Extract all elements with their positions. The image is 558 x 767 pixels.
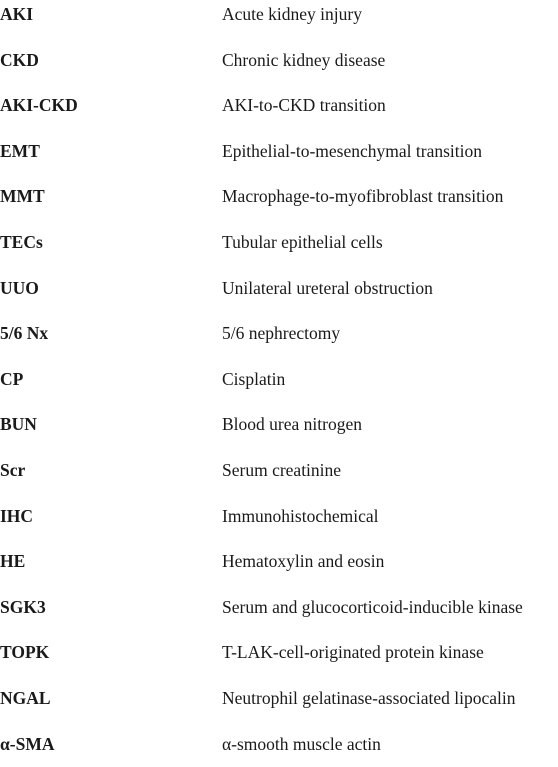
abbreviation-term: EMT (0, 143, 222, 161)
table-row (0, 448, 558, 494)
abbreviation-term: SGK3 (0, 599, 222, 617)
table-row (0, 676, 558, 722)
abbreviation-term: CP (0, 371, 222, 389)
abbreviation-definition: Serum and glucocorticoid-inducible kinase (222, 599, 558, 617)
table-row (0, 630, 558, 676)
abbreviation-definition: Hematoxylin and eosin (222, 553, 558, 571)
abbreviation-definition: Blood urea nitrogen (222, 416, 558, 434)
abbreviation-definition: AKI-to-CKD transition (222, 97, 558, 115)
abbreviation-term: CKD (0, 52, 222, 70)
abbreviation-term: IHC (0, 508, 222, 526)
abbreviation-definition: Tubular epithelial cells (222, 234, 558, 252)
abbreviation-definition: Chronic kidney disease (222, 52, 558, 70)
abbreviation-definition: 5/6 nephrectomy (222, 325, 558, 343)
abbreviation-term: NGAL (0, 690, 222, 708)
abbreviation-term: UUO (0, 280, 222, 298)
abbreviation-definition: T-LAK-cell-originated protein kinase (222, 644, 558, 662)
abbreviation-definition: Cisplatin (222, 371, 558, 389)
table-row (0, 266, 558, 312)
abbreviation-definition: Immunohistochemical (222, 508, 558, 526)
table-row (0, 539, 558, 585)
table-row (0, 722, 558, 767)
table-row (0, 311, 558, 357)
abbreviation-term: MMT (0, 188, 222, 206)
abbreviation-term: BUN (0, 416, 222, 434)
abbreviation-definition: Unilateral ureteral obstruction (222, 280, 558, 298)
abbreviation-definition: Epithelial-to-mesenchymal transition (222, 143, 558, 161)
table-row (0, 38, 558, 84)
table-row (0, 402, 558, 448)
table-row (0, 220, 558, 266)
abbreviation-term: TOPK (0, 644, 222, 662)
table-row (0, 83, 558, 129)
table-row (0, 494, 558, 540)
table-row (0, 585, 558, 631)
abbreviation-definition: α-smooth muscle actin (222, 736, 558, 754)
abbreviation-term: AKI-CKD (0, 97, 222, 115)
abbreviation-term: Scr (0, 462, 222, 480)
abbreviation-definition: Macrophage-to-myofibroblast transition (222, 188, 558, 206)
table-row (0, 174, 558, 220)
abbreviation-definition: Serum creatinine (222, 462, 558, 480)
abbreviation-definition: Acute kidney injury (222, 6, 558, 24)
abbreviation-term: HE (0, 553, 222, 571)
table-row (0, 0, 558, 38)
abbreviation-term: α-SMA (0, 736, 222, 754)
table-row (0, 129, 558, 175)
abbreviation-term: TECs (0, 234, 222, 252)
abbreviation-term: AKI (0, 6, 222, 24)
table-row (0, 357, 558, 403)
abbreviation-term: 5/6 Nx (0, 325, 222, 343)
abbreviation-definition: Neutrophil gelatinase-associated lipocalin (222, 690, 558, 708)
